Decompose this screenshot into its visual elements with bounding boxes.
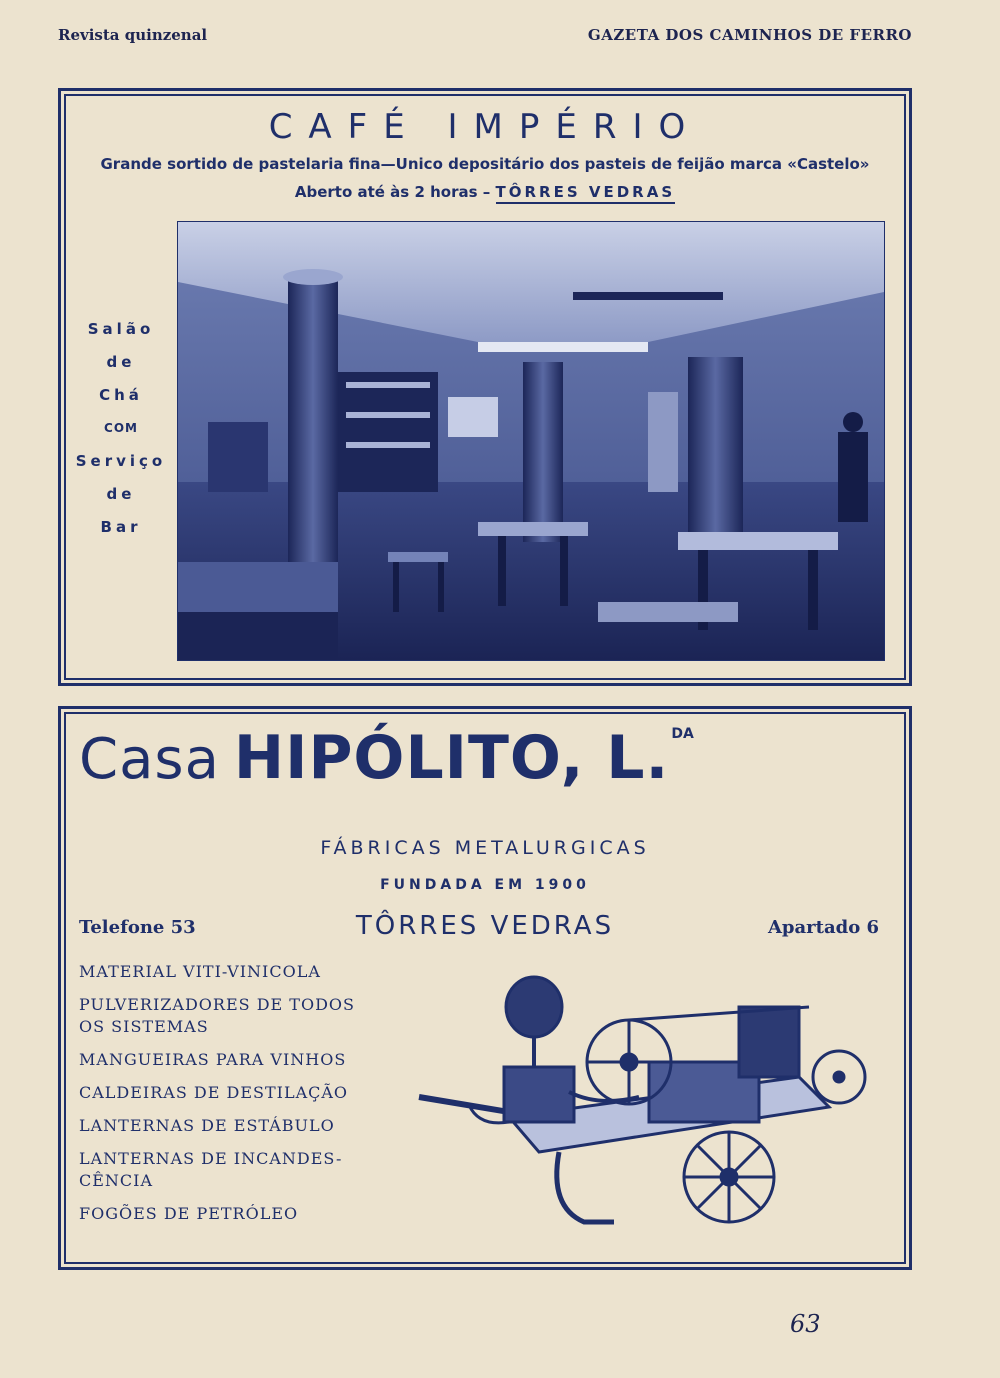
hipolito-company-name xyxy=(79,723,694,793)
hipolito-founded: FUNDADA EM 1900 xyxy=(380,877,590,893)
cafe-interior-illustration xyxy=(178,222,884,660)
hipolito-tagline: FÁBRICAS METALURGICAS xyxy=(320,837,650,859)
header-left: Revista quinzenal xyxy=(58,26,208,44)
cafe-title: CAFÉ IMPÉRIO xyxy=(268,107,702,147)
side-word: COM xyxy=(104,421,138,435)
page-number: 63 xyxy=(790,1310,821,1338)
sprayer-machine-illustration xyxy=(409,967,869,1237)
name-prefix: Casa xyxy=(79,727,220,792)
side-word: Salão xyxy=(87,320,155,338)
name-suffix: DA xyxy=(671,726,694,742)
cafe-interior-photo xyxy=(177,221,885,661)
cafe-town: TÔRRES VEDRAS xyxy=(496,183,676,204)
hipolito-phone: Telefone 53 xyxy=(79,917,196,938)
side-word: Bar xyxy=(100,518,142,536)
cafe-hours: Aberto até às 2 horas – xyxy=(294,183,491,201)
cafe-subtitle: Grande sortido de pastelaria fina—Unico depositário dos pasteis de feijão marca «Castelo» xyxy=(100,155,870,173)
side-word: Chá xyxy=(99,386,143,404)
cafe-side-text xyxy=(71,313,171,544)
header-right: GAZETA DOS CAMINHOS DE FERRO xyxy=(587,26,912,44)
cafe-hours-line xyxy=(61,183,909,201)
list-item: PULVERIZADORES DE TODOS OS SISTEMAS xyxy=(79,995,355,1036)
casa-hipolito-ad xyxy=(58,706,912,1270)
cafe-imperio-ad xyxy=(58,88,912,686)
list-item: MATERIAL VITI-VINICOLA xyxy=(79,962,321,981)
name-main: HIPÓLITO, L. xyxy=(233,723,670,793)
side-word: Serviço xyxy=(75,452,167,470)
list-item: CALDEIRAS DE DESTILAÇÃO xyxy=(79,1083,349,1102)
list-item: FOGÕES DE PETRÓLEO xyxy=(79,1204,299,1223)
list-item: LANTERNAS DE ESTÁBULO xyxy=(79,1116,335,1135)
list-item: LANTERNAS DE INCANDES- CÊNCIA xyxy=(79,1149,343,1190)
side-word: de xyxy=(106,485,136,503)
list-item: MANGUEIRAS PARA VINHOS xyxy=(79,1050,347,1069)
hipolito-po-box: Apartado 6 xyxy=(767,917,879,938)
side-word: de xyxy=(106,353,136,371)
hipolito-town: TÔRRES VEDRAS xyxy=(355,911,615,941)
